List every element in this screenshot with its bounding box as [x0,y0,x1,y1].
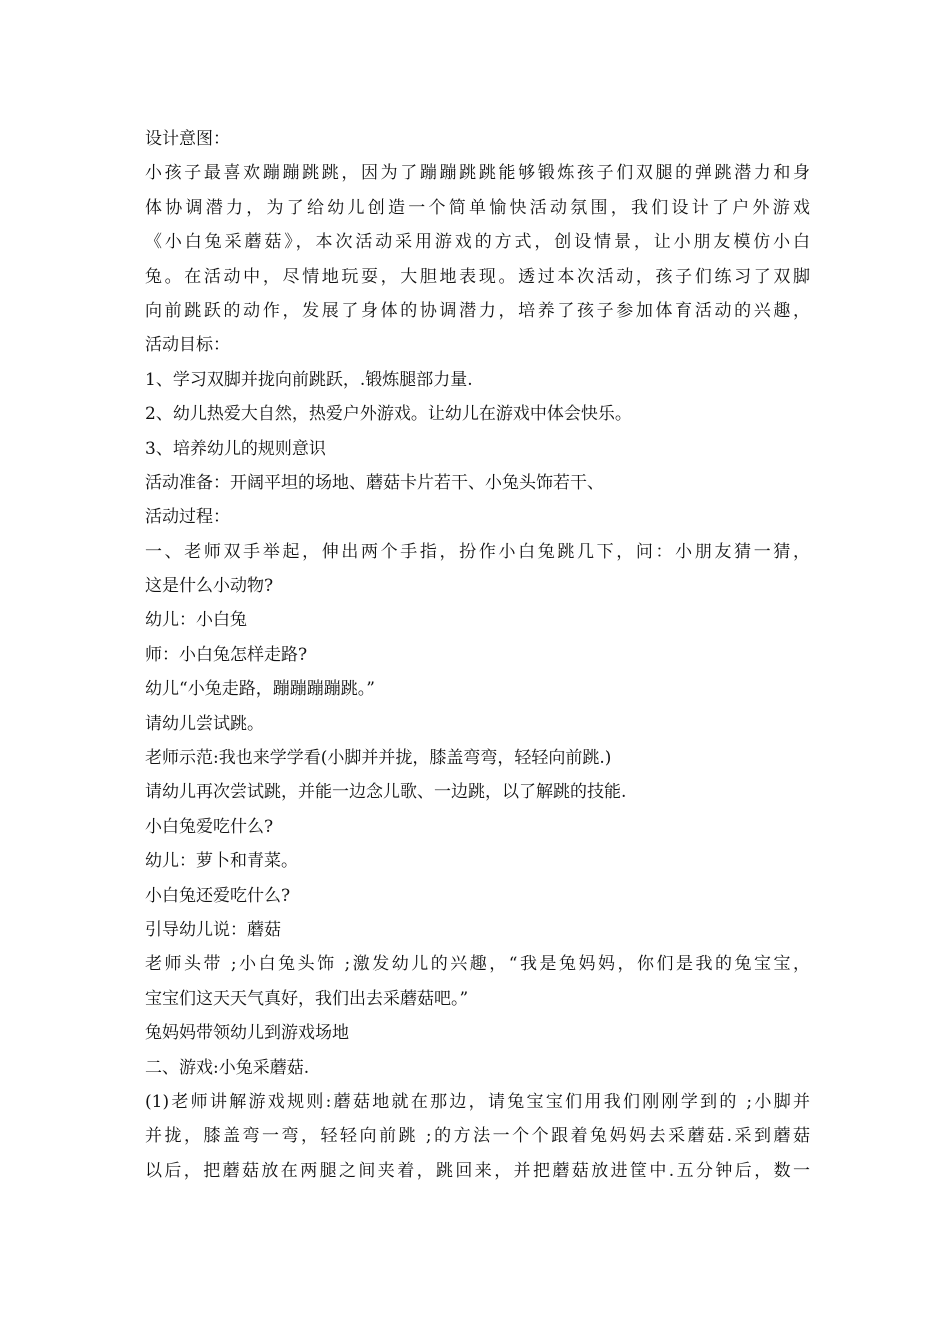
text-line: 一、老师双手举起，伸出两个手指，扮作小白兔跳几下，问：小朋友猜一猜， [145,541,810,562]
text-line: 幼儿：萝卜和青菜。 [145,851,298,872]
document-body [145,122,810,1188]
text-line: 以后，把蘑菇放在两腿之间夹着，跳回来，并把蘑菇放进筐中.五分钟后，数一 [145,1160,810,1181]
text-line: 宝宝们这天天气真好，我们出去采蘑菇吧。” [145,988,469,1009]
text-line: 小白兔爱吃什么? [145,816,274,837]
text-line: 并拢，膝盖弯一弯，轻轻向前跳 ;的方法一个个跟着兔妈妈去采蘑菇.采到蘑菇 [145,1126,810,1147]
text-line: 活动准备：开阔平坦的场地、蘑菇卡片若干、小兔头饰若干、 [145,472,604,493]
text-line: 2、幼儿热爱大自然，热爱户外游戏。让幼儿在游戏中体会快乐。 [145,404,632,425]
text-line: 兔妈妈带领幼儿到游戏场地 [145,1023,349,1044]
text-line: 活动过程： [145,507,230,528]
text-line: (1)老师讲解游戏规则:蘑菇地就在那边，请兔宝宝们用我们刚刚学到的 ;小脚并 [145,1091,810,1112]
text-line: 引导幼儿说：蘑菇 [145,919,281,940]
text-line: 老师头带 ;小白兔头饰 ;激发幼儿的兴趣，“我是兔妈妈，你们是我的兔宝宝， [145,954,810,975]
text-line: 小孩子最喜欢蹦蹦跳跳，因为了蹦蹦跳跳能够锻炼孩子们双腿的弹跳潜力和身 [145,163,810,184]
text-line: 《小白兔采蘑菇》，本次活动采用游戏的方式，创设情景，让小朋友模仿小白 [145,232,810,253]
text-line: 1、学习双脚并拢向前跳跃，.锻炼腿部力量. [145,369,473,390]
text-line: 体协调潜力，为了给幼儿创造一个简单愉快活动氛围，我们设计了户外游戏 [145,197,810,218]
text-line: 二、游戏:小兔采蘑菇. [145,1057,310,1078]
text-line: 师：小白兔怎样走路? [145,644,308,665]
text-line: 这是什么小动物? [145,576,274,597]
text-line: 幼儿：小白兔 [145,610,247,631]
text-line: 请幼儿尝试跳。 [145,713,264,734]
text-line: 老师示范:我也来学学看(小脚并并拢，膝盖弯弯，轻轻向前跳.) [145,748,612,769]
text-line: 兔。在活动中，尽情地玩耍，大胆地表现。透过本次活动，孩子们练习了双脚 [145,266,810,287]
text-line: 请幼儿再次尝试跳，并能一边念儿歌、一边跳，以了解跳的技能. [145,782,627,803]
text-line: 向前跳跃的动作，发展了身体的协调潜力，培养了孩子参加体育活动的兴趣， [145,300,810,321]
text-line: 设计意图： [145,129,230,149]
text-line: 3、培养幼儿的规则意识 [145,438,326,459]
text-line: 幼儿“小兔走路，蹦蹦蹦蹦跳。” [145,679,375,700]
text-line: 小白兔还爱吃什么? [145,885,291,906]
text-line: 活动目标： [145,335,230,356]
